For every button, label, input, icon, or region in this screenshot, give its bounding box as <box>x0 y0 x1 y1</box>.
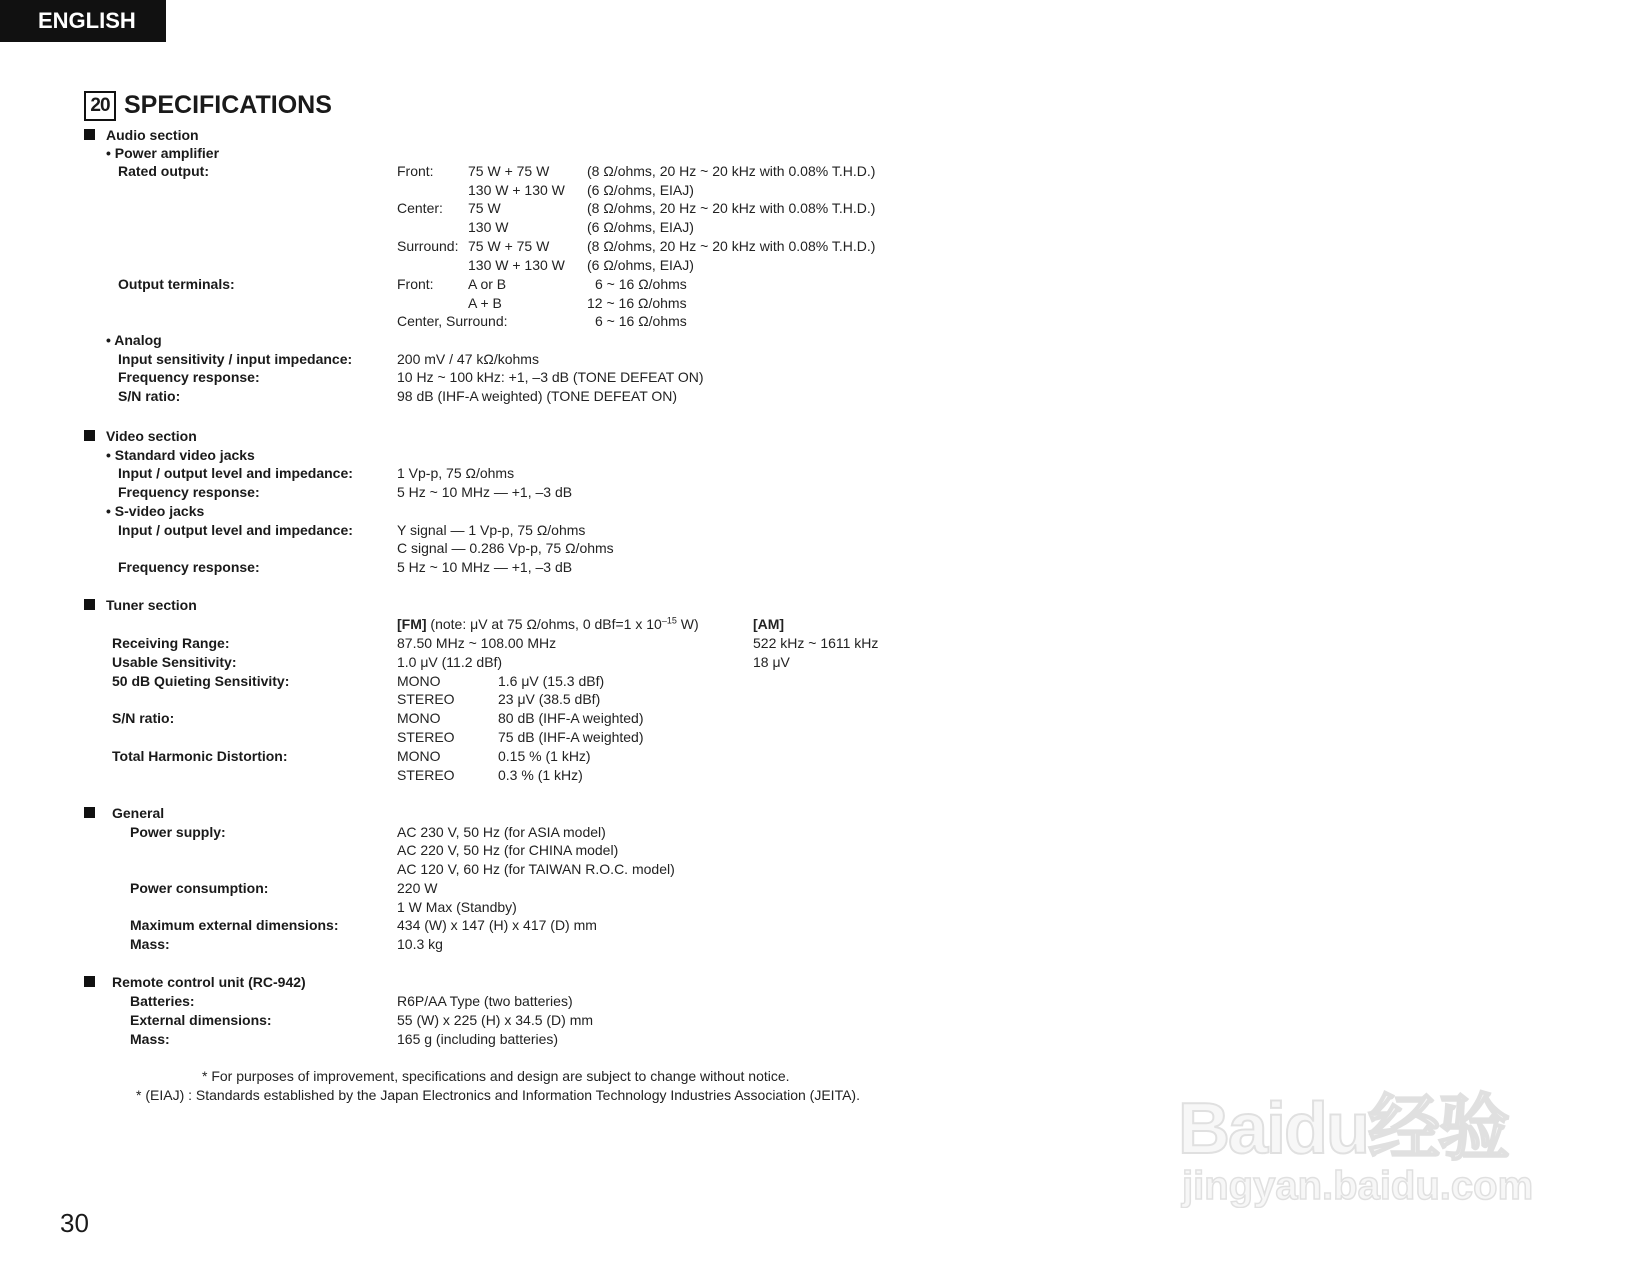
spec-value: (8 Ω/ohms, 20 Hz ~ 20 kHz with 0.08% T.H.D.) <box>587 200 876 216</box>
spec-value: Front: <box>397 276 434 292</box>
spec-label: Input / output level and impedance: <box>118 522 353 538</box>
spec-value: 130 W <box>468 219 509 235</box>
spec-value: 165 g (including batteries) <box>397 1031 559 1047</box>
spec-value: Y signal — 1 Vp-p, 75 Ω/ohms <box>397 522 586 538</box>
spec-value: STEREO <box>397 691 455 707</box>
spec-label: 50 dB Quieting Sensitivity: <box>112 673 290 689</box>
spec-value: STEREO <box>397 767 455 783</box>
spec-value: MONO <box>397 748 441 764</box>
spec-label: External dimensions: <box>130 1012 272 1028</box>
spec-value: [AM] <box>753 616 785 632</box>
spec-label: Rated output: <box>118 163 209 179</box>
spec-value: MONO <box>397 710 441 726</box>
page-title: SPECIFICATIONS <box>124 91 332 119</box>
spec-value: 12 ~ 16 Ω/ohms <box>587 295 687 311</box>
section-bullet-icon <box>84 599 95 610</box>
spec-value: C signal — 0.286 Vp-p, 75 Ω/ohms <box>397 540 614 556</box>
spec-label: Input / output level and impedance: <box>118 465 353 481</box>
spec-value: 10.3 kg <box>397 936 443 952</box>
spec-label: Frequency response: <box>118 369 260 385</box>
section-heading: Remote control unit (RC-942) <box>112 974 306 990</box>
spec-value: 6 ~ 16 Ω/ohms <box>595 313 687 329</box>
spec-value: (6 Ω/ohms, EIAJ) <box>587 257 694 273</box>
spec-label: Maximum external dimensions: <box>130 917 339 933</box>
spec-label: Input sensitivity / input impedance: <box>118 351 353 367</box>
spec-value: 23 μV (38.5 dBf) <box>498 691 601 707</box>
baidu-watermark-logo <box>1178 1030 1568 1220</box>
spec-value: 200 mV / 47 kΩ/kohms <box>397 351 539 367</box>
spec-value: (8 Ω/ohms, 20 Hz ~ 20 kHz with 0.08% T.H.D.) <box>587 163 876 179</box>
spec-label: Total Harmonic Distortion: <box>112 748 288 764</box>
spec-value: Center: <box>397 200 443 216</box>
spec-value: 1.6 μV (15.3 dBf) <box>498 673 605 689</box>
fm-header <box>397 615 699 634</box>
spec-value: 80 dB (IHF-A weighted) <box>498 710 644 726</box>
spec-value: 130 W + 130 W <box>468 257 565 273</box>
spec-value: AC 220 V, 50 Hz (for CHINA model) <box>397 842 619 858</box>
spec-value: STEREO <box>397 729 455 745</box>
spec-value: 75 dB (IHF-A weighted) <box>498 729 644 745</box>
section-bullet-icon <box>84 129 95 140</box>
spec-value: A or B <box>468 276 507 292</box>
spec-value: 0.3 % (1 kHz) <box>498 767 583 783</box>
spec-label: Receiving Range: <box>112 635 230 651</box>
section-bullet-icon <box>84 976 95 987</box>
section-bullet-icon <box>84 430 95 441</box>
spec-value: 5 Hz ~ 10 MHz — +1, –3 dB <box>397 484 573 500</box>
spec-value: 1 W Max (Standby) <box>397 899 517 915</box>
fm-note: (note: μV at 75 Ω/ohms, 0 dBf=1 x 10 <box>426 616 662 632</box>
spec-value: 87.50 MHz ~ 108.00 MHz <box>397 635 557 651</box>
watermark-sub-text: jingyan.baidu.com <box>1182 1164 1534 1208</box>
spec-label: Output terminals: <box>118 276 235 292</box>
spec-value: Center, Surround: <box>397 313 508 329</box>
spec-value: (6 Ω/ohms, EIAJ) <box>587 182 694 198</box>
spec-value: 130 W + 130 W <box>468 182 565 198</box>
section-number-badge: 20 <box>84 91 116 121</box>
spec-value: * (EIAJ) : Standards established by the Japan Electronics and Information Technology Industries Association (JEITA). <box>136 1087 860 1103</box>
spec-value: 10 Hz ~ 100 kHz: +1, –3 dB (TONE DEFEAT ON) <box>397 369 704 385</box>
spec-label: S/N ratio: <box>118 388 181 404</box>
spec-value: 1.0 μV (11.2 dBf) <box>397 654 503 670</box>
page-number: 30 <box>60 1208 89 1238</box>
spec-value: * For purposes of improvement, specifications and design are subject to change without notice. <box>202 1068 790 1084</box>
spec-value: 434 (W) x 147 (H) x 417 (D) mm <box>397 917 597 933</box>
spec-value: 6 ~ 16 Ω/ohms <box>595 276 687 292</box>
spec-value: 220 W <box>397 880 438 896</box>
section-bullet-icon <box>84 807 95 818</box>
watermark-main-text: Baidu经验 <box>1178 1089 1509 1169</box>
spec-label: • Analog <box>106 332 162 348</box>
spec-value: 75 W + 75 W <box>468 238 550 254</box>
spec-value: AC 230 V, 50 Hz (for ASIA model) <box>397 824 606 840</box>
spec-value: R6P/AA Type (two batteries) <box>397 993 573 1009</box>
spec-value: 55 (W) x 225 (H) x 34.5 (D) mm <box>397 1012 594 1028</box>
spec-value: 522 kHz ~ 1611 kHz <box>753 635 879 651</box>
spec-value: Surround: <box>397 238 459 254</box>
spec-value: 5 Hz ~ 10 MHz — +1, –3 dB <box>397 559 573 575</box>
spec-label: Power supply: <box>130 824 226 840</box>
spec-value: Front: <box>397 163 434 179</box>
fm-note-unit: W) <box>676 616 699 632</box>
spec-label: Power consumption: <box>130 880 269 896</box>
spec-label: Mass: <box>130 1031 170 1047</box>
fm-label: [FM] <box>397 616 427 632</box>
spec-value: 1 Vp-p, 75 Ω/ohms <box>397 465 515 481</box>
spec-value: 75 W + 75 W <box>468 163 550 179</box>
section-heading: Video section <box>106 428 197 444</box>
section-heading: General <box>112 805 165 821</box>
language-tab: ENGLISH <box>0 0 166 42</box>
spec-label: Frequency response: <box>118 484 260 500</box>
spec-value: (8 Ω/ohms, 20 Hz ~ 20 kHz with 0.08% T.H.D.) <box>587 238 876 254</box>
spec-value: AC 120 V, 60 Hz (for TAIWAN R.O.C. model) <box>397 861 675 877</box>
spec-label: Frequency response: <box>118 559 260 575</box>
spec-value: (6 Ω/ohms, EIAJ) <box>587 219 694 235</box>
spec-value: 98 dB (IHF-A weighted) (TONE DEFEAT ON) <box>397 388 678 404</box>
spec-label: Batteries: <box>130 993 195 1009</box>
spec-label: Usable Sensitivity: <box>112 654 237 670</box>
spec-value: 18 μV <box>753 654 790 670</box>
spec-value: A + B <box>468 295 502 311</box>
fm-note-exponent: –15 <box>661 615 677 626</box>
spec-label: • Power amplifier <box>106 145 220 161</box>
spec-value: 75 W <box>468 200 501 216</box>
spec-label: • S-video jacks <box>106 503 205 519</box>
spec-label: S/N ratio: <box>112 710 175 726</box>
spec-label: • Standard video jacks <box>106 447 255 463</box>
spec-value: 0.15 % (1 kHz) <box>498 748 591 764</box>
section-heading: Audio section <box>106 127 199 143</box>
spec-value: MONO <box>397 673 441 689</box>
section-heading: Tuner section <box>106 597 197 613</box>
spec-label: Mass: <box>130 936 170 952</box>
